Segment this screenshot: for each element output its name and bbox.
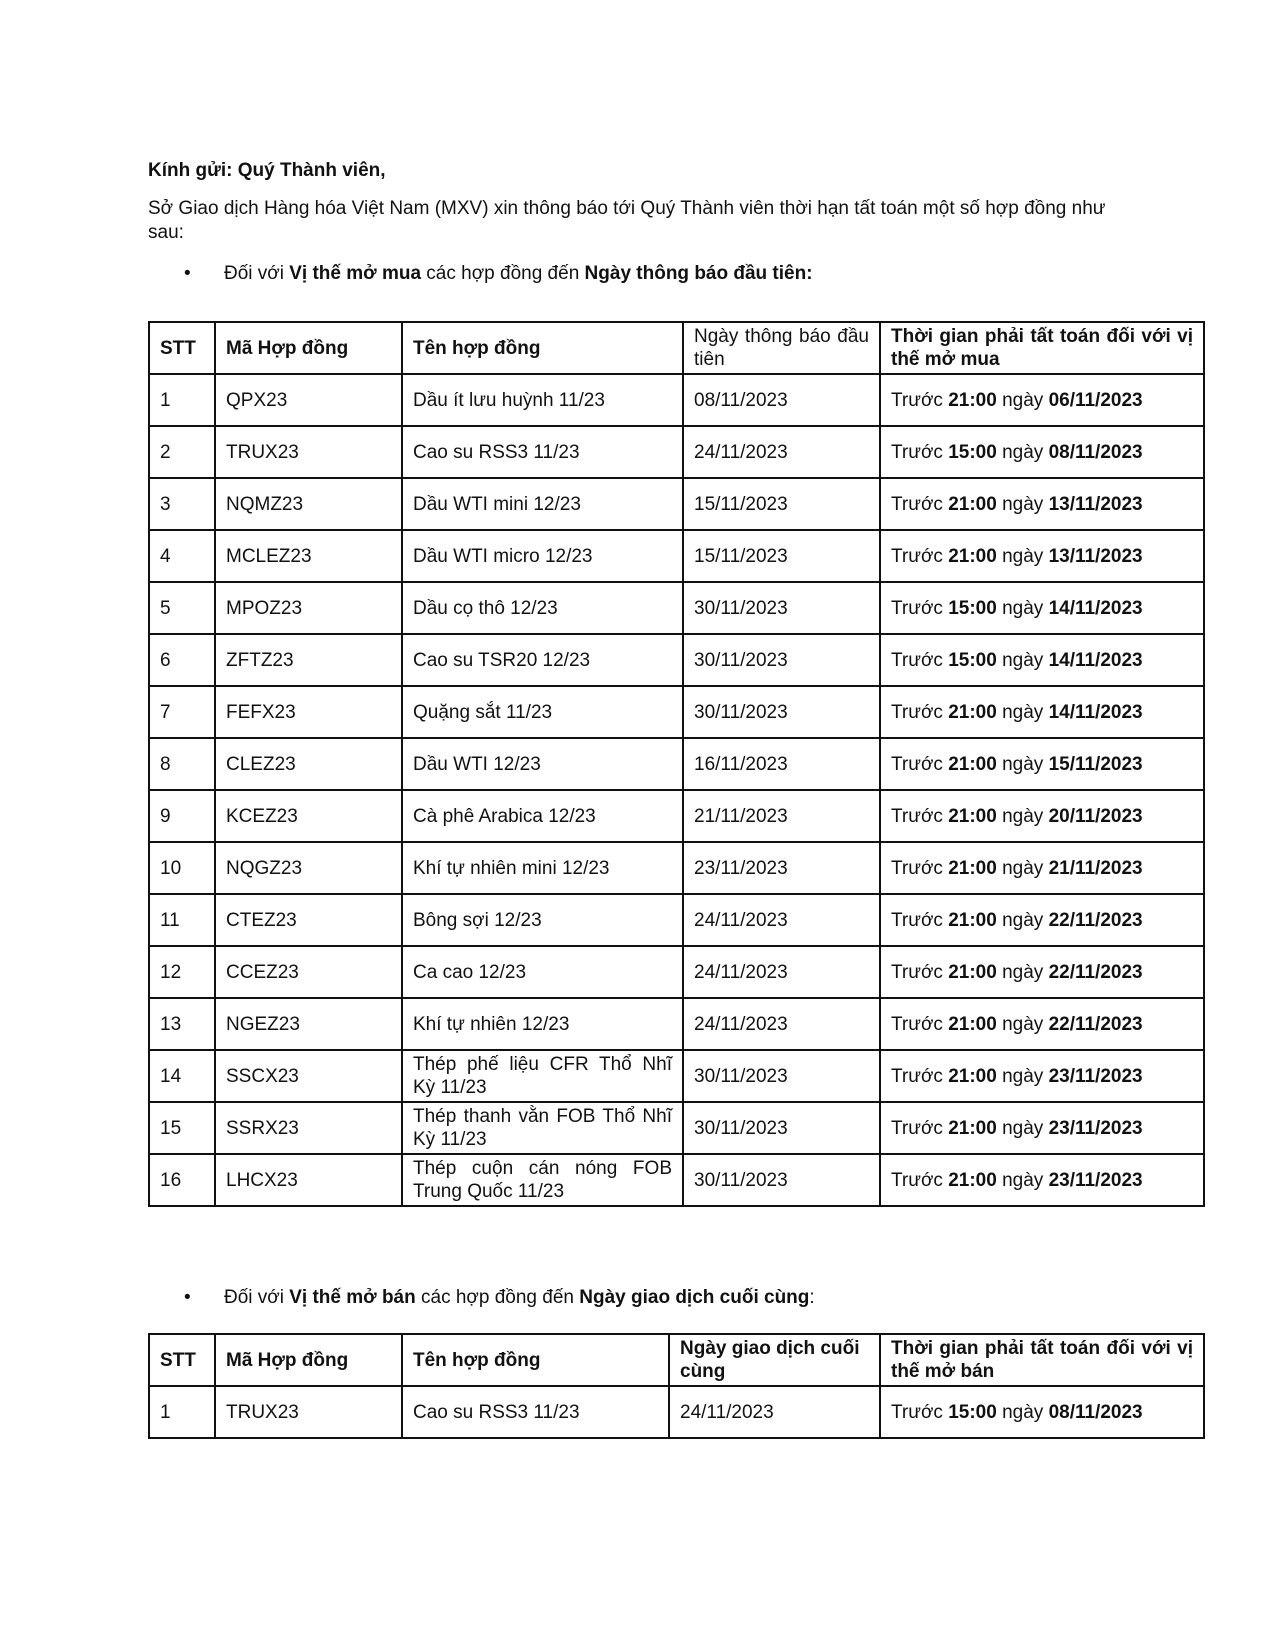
deadline-text: ngày [996,961,1049,983]
cell-name: Cà phê Arabica 12/23 [402,790,683,842]
cell-date: 30/11/2023 [683,686,880,738]
deadline-bold: 15:00 [948,649,997,671]
deadline-bold: 13/11/2023 [1048,493,1143,515]
cell-code: TRUX23 [215,1386,402,1438]
deadline-bold: 21:00 [948,1013,997,1035]
cell-code: MCLEZ23 [215,530,402,582]
deadline-text: Trước [891,753,949,775]
cell-name: Dầu ít lưu huỳnh 11/23 [402,374,683,426]
cell-date: 24/11/2023 [683,894,880,946]
deadline-text: ngày [996,701,1049,723]
table-row [149,530,1204,582]
cell-name: Thép thanh vằn FOB Thổ Nhĩ Kỳ 11/23 [402,1102,683,1154]
table-row [149,1102,1204,1154]
deadline-text: Trước [891,493,949,515]
cell-deadline [880,1102,1204,1154]
cell-stt: 1 [149,1386,215,1438]
table-row [149,946,1204,998]
table-row [149,842,1204,894]
table-row [149,478,1204,530]
deadline-text: ngày [996,389,1049,411]
cell-code: FEFX23 [215,686,402,738]
cell-deadline [880,426,1204,478]
deadline-bold: 20/11/2023 [1048,805,1143,827]
cell-date: 24/11/2023 [683,426,880,478]
cell-code: CCEZ23 [215,946,402,998]
bullet-text: các hợp đồng đến [421,263,585,284]
deadline-bold: 21:00 [948,857,997,879]
header-name: Tên hợp đồng [402,1334,669,1386]
cell-deadline [880,1154,1204,1206]
table-row [149,582,1204,634]
table-row [149,686,1204,738]
cell-deadline [880,1050,1204,1102]
table-header [149,322,1204,374]
deadline-text: ngày [996,1401,1049,1423]
deadline-bold: 23/11/2023 [1048,1169,1143,1191]
table-row [149,374,1204,426]
header-name: Tên hợp đồng [402,322,683,374]
cell-name: Cao su RSS3 11/23 [402,426,683,478]
deadline-text: Trước [891,701,949,723]
cell-stt: 6 [149,634,215,686]
deadline-bold: 15/11/2023 [1048,753,1143,775]
deadline-text: Trước [891,389,949,411]
header-code: Mã Hợp đồng [215,1334,402,1386]
cell-date: 15/11/2023 [683,530,880,582]
deadline-bold: 23/11/2023 [1048,1065,1143,1087]
header-deadline: Thời gian phải tất toán đối với vị thế mở mua [880,322,1204,374]
bullet-bold: Ngày giao dịch cuối cùng [579,1287,810,1308]
deadline-text: Trước [891,805,949,827]
cell-stt: 12 [149,946,215,998]
deadline-bold: 21:00 [948,493,997,515]
section2-heading [184,1286,815,1310]
cell-stt: 9 [149,790,215,842]
bullet-dot: • [184,1287,191,1308]
deadline-bold: 22/11/2023 [1048,1013,1143,1035]
deadline-bold: 21:00 [948,389,997,411]
cell-stt: 8 [149,738,215,790]
deadline-bold: 21:00 [948,753,997,775]
deadline-bold: 21/11/2023 [1048,857,1143,879]
cell-name: Khí tự nhiên mini 12/23 [402,842,683,894]
cell-stt: 14 [149,1050,215,1102]
deadline-bold: 15:00 [948,1401,997,1423]
table-row [149,894,1204,946]
cell-stt: 5 [149,582,215,634]
header-stt: STT [149,1334,215,1386]
cell-stt: 15 [149,1102,215,1154]
cell-name: Dầu WTI mini 12/23 [402,478,683,530]
deadline-text: Trước [891,649,949,671]
bullet-dot: • [184,263,191,284]
header-deadline: Thời gian phải tất toán đối với vị thế mở bán [880,1334,1204,1386]
deadline-text: Trước [891,857,949,879]
cell-name: Ca cao 12/23 [402,946,683,998]
cell-name: Thép phế liệu CFR Thổ Nhĩ Kỳ 11/23 [402,1050,683,1102]
cell-code: NQGZ23 [215,842,402,894]
cell-date: 24/11/2023 [669,1386,880,1438]
cell-date: 30/11/2023 [683,634,880,686]
cell-code: TRUX23 [215,426,402,478]
greeting: Kính gửi: Quý Thành viên, [148,160,386,181]
table-row [149,1386,1204,1438]
deadline-text: ngày [996,1117,1049,1139]
deadline-text: ngày [996,857,1049,879]
deadline-text: ngày [996,441,1049,463]
cell-name: Khí tự nhiên 12/23 [402,998,683,1050]
cell-date: 30/11/2023 [683,1050,880,1102]
deadline-text: Trước [891,1065,949,1087]
cell-code: MPOZ23 [215,582,402,634]
cell-code: SSCX23 [215,1050,402,1102]
table-row [149,634,1204,686]
bullet-bold: Ngày thông báo đầu tiên: [584,263,813,284]
header-stt: STT [149,322,215,374]
deadline-text: Trước [891,441,949,463]
header-date: Ngày giao dịch cuối cùng [669,1334,880,1386]
deadline-text: Trước [891,1169,949,1191]
cell-deadline [880,842,1204,894]
open-buy-table [148,321,1205,1207]
deadline-text: Trước [891,1117,949,1139]
cell-date: 08/11/2023 [683,374,880,426]
deadline-text: ngày [996,909,1049,931]
intro-paragraph: Sở Giao dịch Hàng hóa Việt Nam (MXV) xin thông báo tới Quý Thành viên thời hạn tất toán một số hợp đồng như sau: [148,198,1106,243]
deadline-bold: 21:00 [948,701,997,723]
cell-code: LHCX23 [215,1154,402,1206]
cell-stt: 10 [149,842,215,894]
cell-code: QPX23 [215,374,402,426]
cell-deadline [880,894,1204,946]
table-body [149,374,1204,1206]
table-row [149,738,1204,790]
cell-date: 16/11/2023 [683,738,880,790]
bullet-bold: Vị thế mở bán [289,1287,416,1308]
deadline-bold: 21:00 [948,1117,997,1139]
deadline-text: Trước [891,545,949,567]
deadline-bold: 08/11/2023 [1048,1401,1143,1423]
section1-heading [184,262,813,286]
cell-deadline [880,1386,1204,1438]
cell-name: Cao su RSS3 11/23 [402,1386,669,1438]
cell-stt: 2 [149,426,215,478]
cell-date: 30/11/2023 [683,1102,880,1154]
cell-stt: 3 [149,478,215,530]
cell-date: 15/11/2023 [683,478,880,530]
deadline-text: ngày [996,545,1049,567]
header-code: Mã Hợp đồng [215,322,402,374]
cell-stt: 13 [149,998,215,1050]
cell-deadline [880,478,1204,530]
cell-code: ZFTZ23 [215,634,402,686]
bullet-bold: Vị thế mở mua [289,263,422,284]
cell-name: Bông sợi 12/23 [402,894,683,946]
cell-name: Thép cuộn cán nóng FOB Trung Quốc 11/23 [402,1154,683,1206]
deadline-text: ngày [996,753,1049,775]
deadline-bold: 23/11/2023 [1048,1117,1143,1139]
cell-deadline [880,998,1204,1050]
deadline-bold: 21:00 [948,1169,997,1191]
cell-date: 24/11/2023 [683,946,880,998]
deadline-bold: 06/11/2023 [1048,389,1143,411]
cell-date: 24/11/2023 [683,998,880,1050]
cell-deadline [880,686,1204,738]
cell-code: NQMZ23 [215,478,402,530]
table-row [149,1154,1204,1206]
deadline-bold: 22/11/2023 [1048,961,1143,983]
bullet-text: : [809,1287,815,1308]
bullet-text: các hợp đồng đến [415,1287,580,1308]
deadline-text: Trước [891,1013,949,1035]
cell-stt: 16 [149,1154,215,1206]
cell-date: 30/11/2023 [683,1154,880,1206]
bullet-text: Đối với [224,263,290,284]
cell-code: CLEZ23 [215,738,402,790]
table-body [149,1386,1204,1438]
cell-date: 21/11/2023 [683,790,880,842]
deadline-bold: 21:00 [948,1065,997,1087]
cell-code: SSRX23 [215,1102,402,1154]
deadline-bold: 21:00 [948,805,997,827]
table-row [149,426,1204,478]
open-sell-table [148,1333,1205,1439]
deadline-text: ngày [996,597,1049,619]
deadline-text: ngày [996,649,1049,671]
deadline-text: ngày [996,805,1049,827]
deadline-text: ngày [996,1169,1049,1191]
deadline-text: Trước [891,597,949,619]
deadline-bold: 13/11/2023 [1048,545,1143,567]
cell-deadline [880,946,1204,998]
cell-code: CTEZ23 [215,894,402,946]
cell-stt: 7 [149,686,215,738]
cell-deadline [880,374,1204,426]
deadline-text: ngày [996,1013,1049,1035]
deadline-bold: 15:00 [948,597,997,619]
deadline-bold: 22/11/2023 [1048,909,1143,931]
table-row [149,790,1204,842]
deadline-text: Trước [891,909,949,931]
cell-date: 23/11/2023 [683,842,880,894]
deadline-text: ngày [996,493,1049,515]
deadline-bold: 21:00 [948,909,997,931]
cell-name: Dầu WTI micro 12/23 [402,530,683,582]
cell-date: 30/11/2023 [683,582,880,634]
table-row [149,998,1204,1050]
deadline-bold: 14/11/2023 [1048,701,1143,723]
cell-name: Dầu cọ thô 12/23 [402,582,683,634]
deadline-bold: 14/11/2023 [1048,649,1143,671]
cell-code: NGEZ23 [215,998,402,1050]
cell-deadline [880,738,1204,790]
deadline-text: Trước [891,1401,949,1423]
cell-deadline [880,530,1204,582]
deadline-bold: 21:00 [948,545,997,567]
cell-stt: 11 [149,894,215,946]
table-row [149,1050,1204,1102]
cell-deadline [880,634,1204,686]
deadline-bold: 15:00 [948,441,997,463]
deadline-text: Trước [891,961,949,983]
bullet-text: Đối với [224,1287,290,1308]
table-header [149,1334,1204,1386]
cell-deadline [880,582,1204,634]
cell-name: Cao su TSR20 12/23 [402,634,683,686]
deadline-bold: 08/11/2023 [1048,441,1143,463]
cell-stt: 4 [149,530,215,582]
deadline-bold: 21:00 [948,961,997,983]
deadline-text: ngày [996,1065,1049,1087]
cell-stt: 1 [149,374,215,426]
cell-code: KCEZ23 [215,790,402,842]
cell-name: Dầu WTI 12/23 [402,738,683,790]
header-date: Ngày thông báo đầu tiên [683,322,880,374]
cell-deadline [880,790,1204,842]
cell-name: Quặng sắt 11/23 [402,686,683,738]
deadline-bold: 14/11/2023 [1048,597,1143,619]
